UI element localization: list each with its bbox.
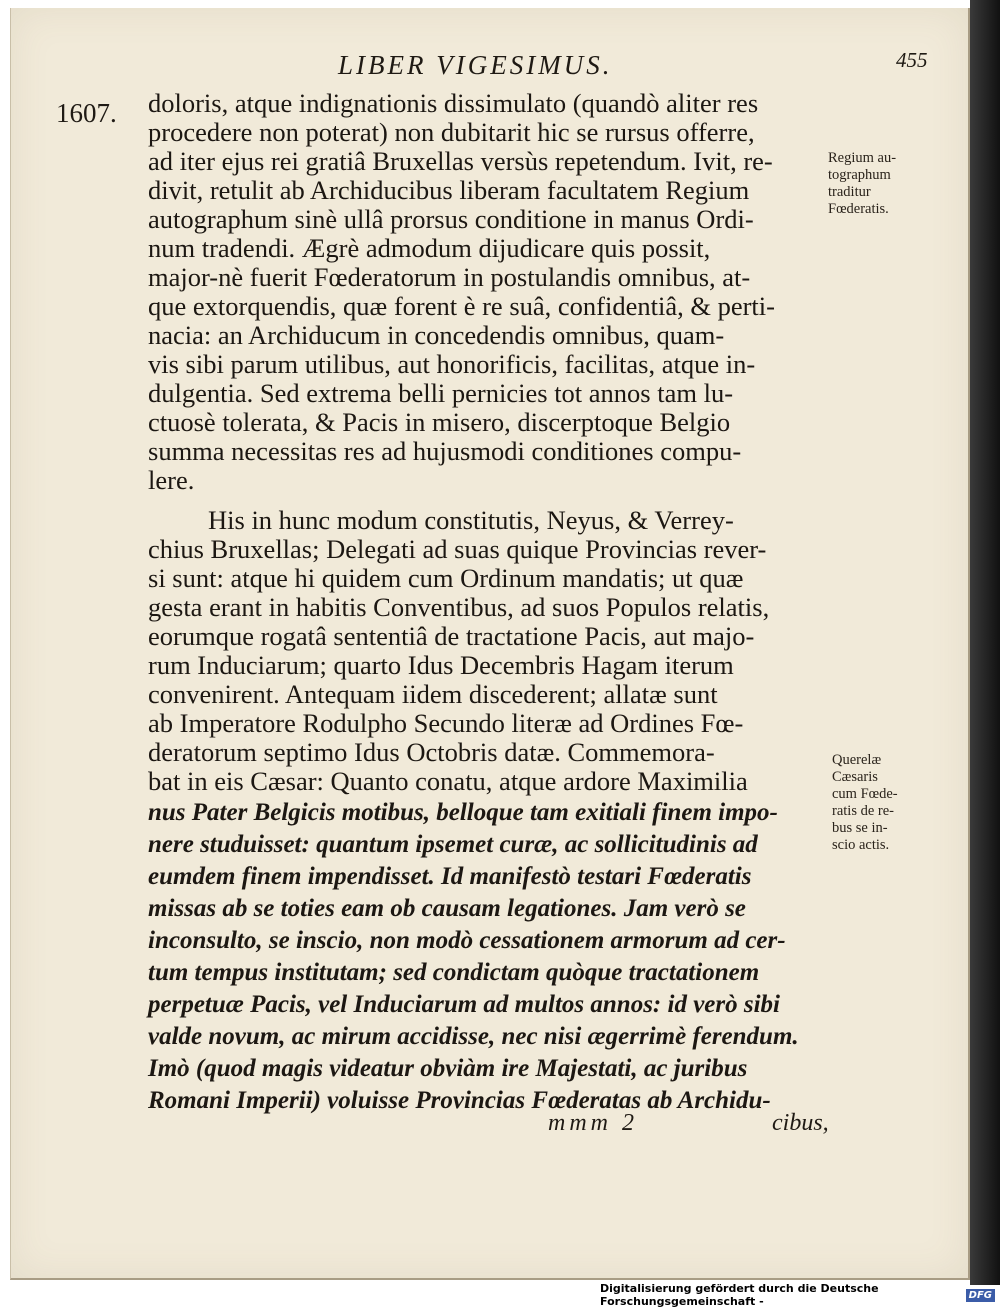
text-line: ab Imperatore Rodulpho Secundo literæ ad Ordines Fœ- [148, 708, 744, 738]
text-line: chius Bruxellas; Delegati ad suas quique Provincias rever- [148, 534, 767, 564]
text-line: missas ab se toties eam ob causam legationes. Jam verò se [148, 895, 746, 922]
text-line: nere studuisset: quantum ipsemet curæ, ac sollicitudinis ad [148, 831, 758, 858]
text-line: tum tempus institutam; sed condictam quòque tractationem [148, 959, 760, 986]
margin-year: 1607. [56, 98, 117, 128]
margin-note-line: Querelæ [832, 752, 882, 768]
margin-note [832, 752, 898, 854]
text-line: si sunt: atque hi quidem cum Ordinum mandatis; ut quæ [148, 563, 744, 593]
text-line: Romani Imperii) voluisse Provincias Fœderatas ab Archidu- [148, 1087, 771, 1114]
text-line: lere. [148, 465, 195, 495]
text-line: Imò (quod magis videatur obviàm ire Majestati, ac juribus [148, 1055, 748, 1082]
text-line: inconsulto, se inscio, non modò cessationem armorum ad cer- [148, 927, 786, 954]
margin-note-line: tographum [828, 167, 891, 183]
margin-note [828, 150, 896, 218]
text-line: summa necessitas res ad hujusmodi conditiones compu- [148, 436, 742, 466]
text-line: dulgentia. Sed extrema belli pernicies tot annos tam lu- [148, 378, 734, 408]
text-line: perpetuæ Pacis, vel Induciarum ad multos annos: id verò sibi [148, 991, 780, 1018]
text-line: vis sibi parum utilibus, aut honorificis, facilitas, atque in- [148, 349, 756, 379]
text-line: num tradendi. Ægrè admodum dijudicare quis possit, [148, 233, 711, 263]
text-line: valde novum, ac mirum accidisse, nec nisi ægerrimè ferendum. [148, 1023, 799, 1050]
text-line: gesta erant in habitis Conventibus, ad suos Populos relatis, [148, 592, 770, 622]
margin-note-line: Cæsaris [832, 769, 878, 785]
margin-note-line: scio actis. [832, 837, 890, 853]
margin-note-line: Regium au- [828, 150, 897, 166]
text-line: ctuosè tolerata, & Pacis in misero, discerptoque Belgio [148, 407, 731, 437]
margin-note-line: traditur [828, 184, 871, 200]
text-line: ad iter ejus rei gratiâ Bruxellas versùs repetendum. Ivit, re- [148, 146, 773, 176]
text-line: nacia: an Archiducum in concedendis omnibus, quam- [148, 320, 725, 350]
running-head: LIBER VIGESIMUS. [338, 50, 613, 80]
dfg-logo: DFG [966, 1289, 995, 1302]
text-line: eumdem finem impendisset. Id manifestò testari Fœderatis [148, 863, 752, 890]
catchword: cibus, [772, 1110, 829, 1136]
text-line: doloris, atque indignationis dissimulato (quandò aliter res [148, 88, 759, 118]
text-line: divit, retulit ab Archiducibus liberam facultatem Regium [148, 175, 750, 205]
margin-note-line: cum Fœde- [832, 786, 898, 802]
page-number: 455 [896, 48, 928, 72]
footer-credit: Digitalisierung gefördert durch die Deutsche Forschungsgemeinschaft - [600, 1282, 879, 1308]
text-line: que extorquendis, quæ forent è re suâ, confidentiâ, & perti- [148, 291, 775, 321]
text-line: procedere non poterat) non dubitarit hic se rursus offerre, [148, 117, 755, 147]
text-line: nus Pater Belgicis motibus, belloque tam exitiali finem impo- [148, 799, 778, 826]
margin-note-line: ratis de re- [832, 803, 894, 819]
text-line: autographum sinè ullâ prorsus conditione in manus Ordi- [148, 204, 754, 234]
text-line: rum Induciarum; quarto Idus Decembris Hagam iterum [148, 650, 734, 680]
signature-mark: mmm 2 [548, 1110, 638, 1136]
text-line: bat in eis Cæsar: Quanto conatu, atque ardore Maximilia [148, 766, 748, 796]
text-line: deratorum septimo Idus Octobris datæ. Commemora- [148, 737, 715, 767]
margin-note-line: bus se in- [832, 820, 888, 836]
footer [600, 1282, 995, 1308]
margin-note-line: Fœderatis. [828, 201, 889, 217]
text-line: His in hunc modum constitutis, Neyus, & Verrey- [208, 505, 734, 535]
text-line: eorumque rogatâ sententiâ de tractatione Pacis, aut majo- [148, 621, 755, 651]
text-line: major-nè fuerit Fœderatorum in postulandis omnibus, at- [148, 262, 751, 292]
scan-border [970, 0, 1000, 1285]
text-line: convenirent. Antequam iidem discederent; allatæ sunt [148, 679, 718, 709]
